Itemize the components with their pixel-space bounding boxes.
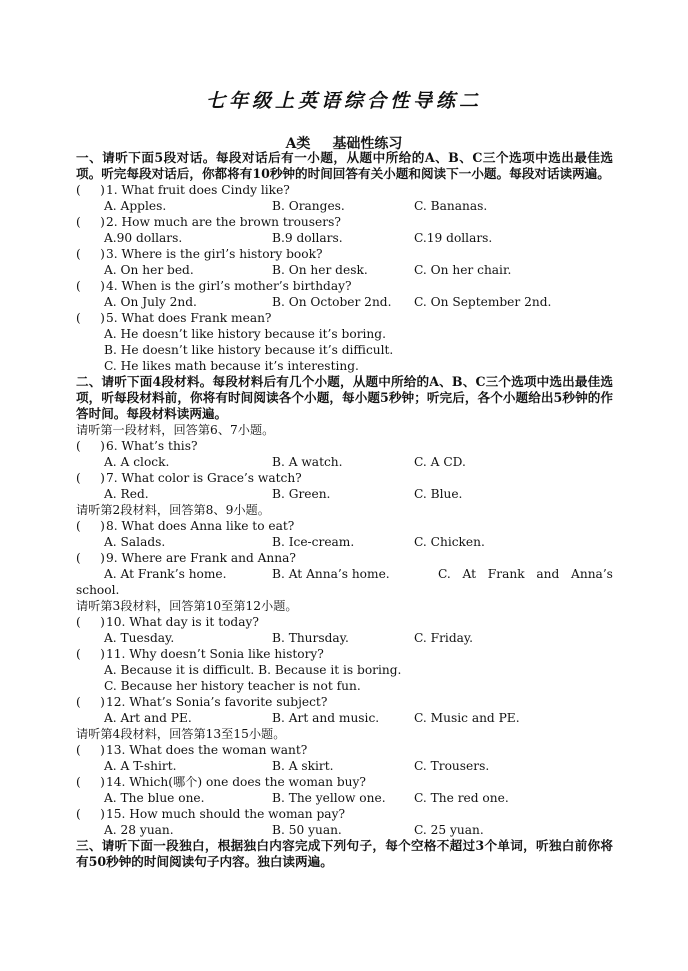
question-12: ( )12. What’s Sonia’s favorite subject? xyxy=(76,695,328,709)
question-1: ( )1. What fruit does Cindy like? xyxy=(76,183,290,197)
question-9-option-c-cont: school. xyxy=(76,583,120,597)
subtitle-category: A类 xyxy=(285,136,311,152)
question-13: ( )13. What does the woman want? xyxy=(76,743,308,757)
question-9-options: A. At Frank’s home. B. At Anna’s home. C. At Frank and Anna’s xyxy=(104,567,613,581)
question-14-options: A. The blue one. B. The yellow one. C. The red one. xyxy=(104,791,509,805)
question-1-options: A. Apples. B. Oranges. C. Bananas. xyxy=(104,199,488,213)
exercise-content xyxy=(76,150,613,870)
question-11-option-c: C. Because her history teacher is not fun. xyxy=(104,679,361,693)
question-4-options: A. On July 2nd. B. On October 2nd. C. On September 2nd. xyxy=(104,295,552,309)
question-10-options: A. Tuesday. B. Thursday. C. Friday. xyxy=(104,631,474,645)
section-3-heading: 三、请听下面一段独白，根据独白内容完成下列句子，每个空格不超过3个单词，听独白前你将有50秒钟的时间阅读句子内容。独白读两遍。 xyxy=(76,838,613,869)
question-7: ( )7. What color is Grace’s watch? xyxy=(76,471,302,485)
question-13-options: A. A T-shirt. B. A skirt. C. Trousers. xyxy=(104,759,490,773)
question-5: ( )5. What does Frank mean? xyxy=(76,311,272,325)
question-4: ( )4. When is the girl’s mother’s birthday? xyxy=(76,279,352,293)
question-5-option-b: B. He doesn’t like history because it’s difficult. xyxy=(104,343,394,357)
question-3: ( )3. Where is the girl’s history book? xyxy=(76,247,323,261)
subtitle-practice: 基础性练习 xyxy=(332,136,403,152)
material-3-intro: 请听第3段材料，回答第10至第12小题。 xyxy=(76,599,298,613)
section-1-heading: 一、请听下面5段对话。每段对话后有一小题，从题中所给的A、B、C三个选项中选出最佳选项。听完每段对话后，你都将有10秒钟的时间回答有关小题和阅读下一小题。每段对话读两遍。 xyxy=(76,150,613,181)
question-2: ( )2. How much are the brown trousers? xyxy=(76,215,341,229)
question-2-options: A.90 dollars. B.9 dollars. C.19 dollars. xyxy=(104,231,493,245)
question-9: ( )9. Where are Frank and Anna? xyxy=(76,551,296,565)
question-5-option-a: A. He doesn’t like history because it’s boring. xyxy=(104,327,386,341)
question-5-option-c: C. He likes math because it’s interesting. xyxy=(104,359,359,373)
question-6-options: A. A clock. B. A watch. C. A CD. xyxy=(104,455,466,469)
question-15-options: A. 28 yuan. B. 50 yuan. C. 25 yuan. xyxy=(104,823,484,837)
material-1-intro: 请听第一段材料，回答第6、7小题。 xyxy=(76,423,275,437)
question-12-options: A. Art and PE. B. Art and music. C. Music and PE. xyxy=(104,711,520,725)
question-8: ( )8. What does Anna like to eat? xyxy=(76,519,295,533)
question-15: ( )15. How much should the woman pay? xyxy=(76,807,345,821)
question-6: ( )6. What’s this? xyxy=(76,439,198,453)
material-2-intro: 请听第2段材料，回答第8、9小题。 xyxy=(76,503,270,517)
question-10: ( )10. What day is it today? xyxy=(76,615,259,629)
page-title: 七年级上英语综合性导练二 xyxy=(205,90,482,112)
question-3-options: A. On her bed. B. On her desk. C. On her chair. xyxy=(104,263,512,277)
question-7-options: A. Red. B. Green. C. Blue. xyxy=(104,487,463,501)
question-14: ( )14. Which(哪个) one does the woman buy? xyxy=(76,775,366,789)
question-8-options: A. Salads. B. Ice-cream. C. Chicken. xyxy=(104,535,485,549)
material-4-intro: 请听第4段材料，回答第13至15小题。 xyxy=(76,727,286,741)
question-11: ( )11. Why doesn’t Sonia like history? xyxy=(76,647,324,661)
question-11-options-ab: A. Because it is difficult. B. Because it is boring. xyxy=(104,663,402,677)
section-2-heading: 二、请听下面4段材料。每段材料后有几个小题，从题中所给的A、B、C三个选项中选出最佳选项，听每段材料前，你将有时间阅读各个小题，每小题5秒钟；听完后，各个小题给出5秒钟的作答时间。每段材料读两遍。 xyxy=(76,374,613,421)
